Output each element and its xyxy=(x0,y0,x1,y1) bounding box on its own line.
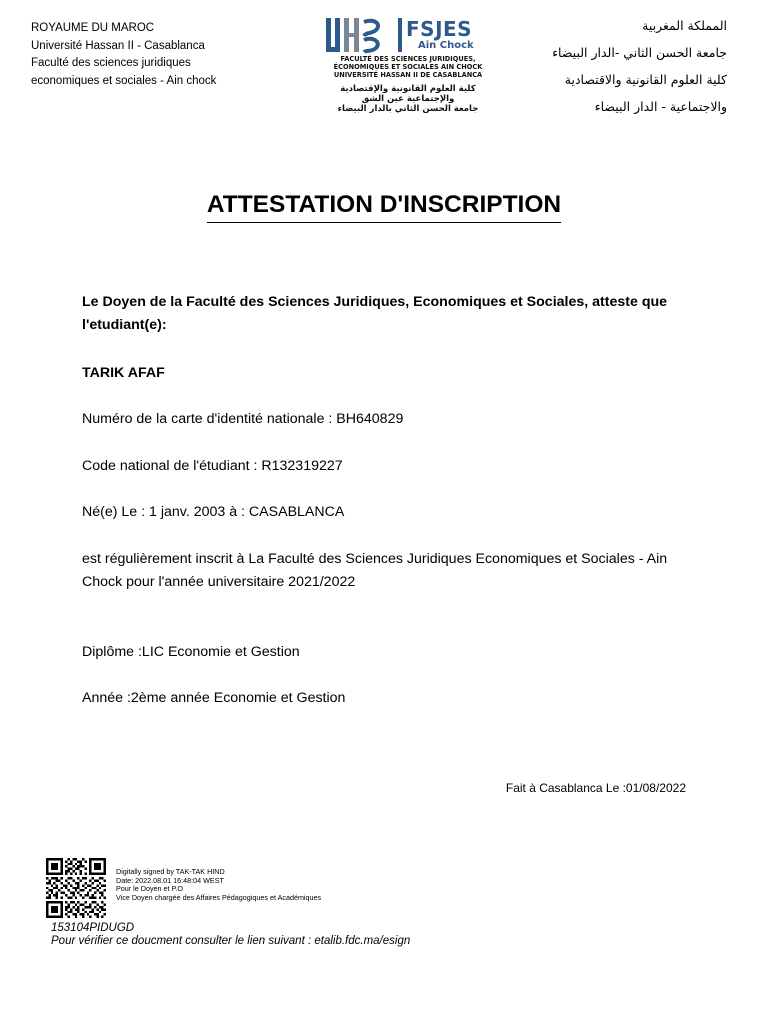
logo-french-text xyxy=(318,55,498,79)
digital-signature xyxy=(116,868,321,902)
study-year-line: Année :2ème année Economie et Gestion xyxy=(82,690,346,706)
header-right-arabic xyxy=(487,12,727,120)
logo-fr-line3: UNIVERSITÉ HASSAN II DE CASABLANCA xyxy=(333,71,483,79)
signature-role: Vice Doyen chargée des Affaires Pédagogiques et Académiques xyxy=(116,892,322,902)
faculty-label-arabic-line1: كلية العلوم القانونية والاقتصادية xyxy=(564,72,727,87)
university-label: Université Hassan II - Casablanca xyxy=(31,39,205,52)
kingdom-label-arabic: المملكة المغربية xyxy=(642,18,727,33)
university-mark-icon xyxy=(324,16,384,54)
student-name: TARIK AFAF xyxy=(82,365,165,381)
kingdom-label: ROYAUME DU MAROC xyxy=(31,22,155,34)
verification-note xyxy=(51,934,410,948)
logo-ar-line1: كلية العلوم القانونية والإقتصادية xyxy=(340,84,476,94)
diploma-line: Diplôme :LIC Economie et Gestion xyxy=(82,644,300,660)
qr-code-icon xyxy=(46,858,106,918)
logo-brand-name: FSJES xyxy=(406,17,473,41)
signature-signer: Digitally signed by TAK-TAK HIND xyxy=(116,867,225,876)
logo-fr-line1: FACULTÉ DES SCIENCES JURIDIQUES, xyxy=(340,55,476,63)
logo-ar-line2: والإجتماعية عين الشق xyxy=(361,94,455,104)
document-title-wrap xyxy=(0,190,768,223)
logo-ar-line3: جامعة الحسن الثاني بالدار البيضاء xyxy=(337,104,479,114)
faculty-label-line2: economiques et sociales - Ain chock xyxy=(31,74,217,87)
logo-arabic-text xyxy=(318,84,498,114)
logo-brand xyxy=(406,16,496,56)
logo-fr-line2: ÉCONOMIQUES ET SOCIALES AIN CHOCK xyxy=(333,63,483,71)
logo-brand-sub: Ain Chock xyxy=(418,40,474,51)
signature-date: Date: 2022.08.01 16:48:04 WEST xyxy=(116,875,224,885)
faculty-label-arabic-line2: والاجتماعية - الدار البيضاء xyxy=(594,99,727,114)
faculty-label-line1: Faculté des sciences juridiques xyxy=(31,57,191,69)
university-label-arabic: جامعة الحسن الثاني -الدار البيضاء xyxy=(552,45,727,60)
signature-on-behalf: Pour le Doyen et P.O xyxy=(116,884,183,894)
faculty-logo xyxy=(318,14,498,120)
national-id-line: Numéro de la carte d'identité nationale : BH640829 xyxy=(82,411,404,427)
document-id: 153104PIDUGD xyxy=(51,922,135,934)
birth-info-line: Né(e) Le : 1 janv. 2003 à : CASABLANCA xyxy=(82,504,345,520)
enrollment-statement: est régulièrement inscrit à La Faculté des Sciences Juridiques Economiques et Sociales - Ain Chock pour l'année universitaire 2021/2022 xyxy=(82,551,668,590)
place-and-date: Fait à Casablanca Le :01/08/2022 xyxy=(505,781,686,795)
verification-text: Pour vérifier ce doucment consulter le lien suivant : xyxy=(51,935,315,947)
header-left-french xyxy=(31,20,271,90)
verification-link[interactable]: etalib.fdc.ma/esign xyxy=(314,935,411,947)
student-code-line: Code national de l'étudiant : R132319227 xyxy=(82,458,343,474)
intro-statement: Le Doyen de la Faculté des Sciences Juridiques, Economiques et Sociales, atteste que l'etudiant(e): xyxy=(82,294,668,333)
logo-divider xyxy=(398,18,402,52)
document-title: ATTESTATION D'INSCRIPTION xyxy=(207,190,561,223)
